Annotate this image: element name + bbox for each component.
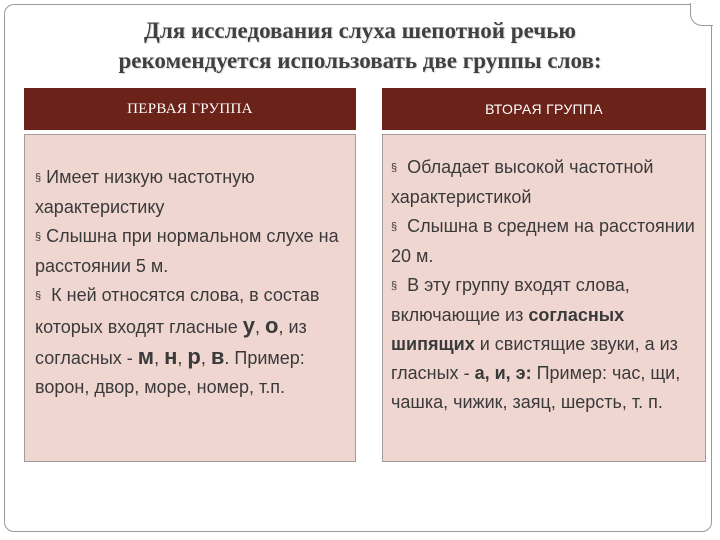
title-line-1: Для исследования слуха шепотной речью [144,18,576,43]
first-group-item-1: § Имеет низкую частотную характеристику [35,167,255,217]
first-group-panel [24,134,356,462]
slide-title [40,16,680,76]
bullet-icon: § [35,290,42,302]
first-group-item-2: § Слышна при нормальном слухе на расстоянии 5 м. [35,226,339,276]
first-group-item-3: § К ней относятся слова, в состав которых входят гласные у, о, из согласных - м, н, р, в. Пример: ворон, двор, море, номер, т.п. [35,285,320,397]
second-group-item-1: § Обладает высокой частотной характеристикой [391,157,654,207]
second-group-item-3: § В эту группу входят слова, включающие из согласных шипящих и свистящие звуки, а из гласных - а, и, э: Пример: час, щи, чашка, чижик, заяц, шерсть, т. п. [391,275,681,412]
bullet-icon: § [35,231,42,243]
bullet-icon: § [391,280,398,292]
second-group-item-2: § Слышна в среднем на расстоянии 20 м. [391,216,695,266]
bullet-icon: § [391,162,398,174]
second-group-header: ВТОРАЯ ГРУППА [382,88,706,130]
second-group-panel [382,134,706,462]
bullet-icon: § [35,172,42,184]
title-line-2: рекомендуется использовать две группы слов: [118,48,602,73]
bullet-icon: § [391,221,398,233]
first-group-header: ПЕРВАЯ ГРУППА [24,88,356,130]
